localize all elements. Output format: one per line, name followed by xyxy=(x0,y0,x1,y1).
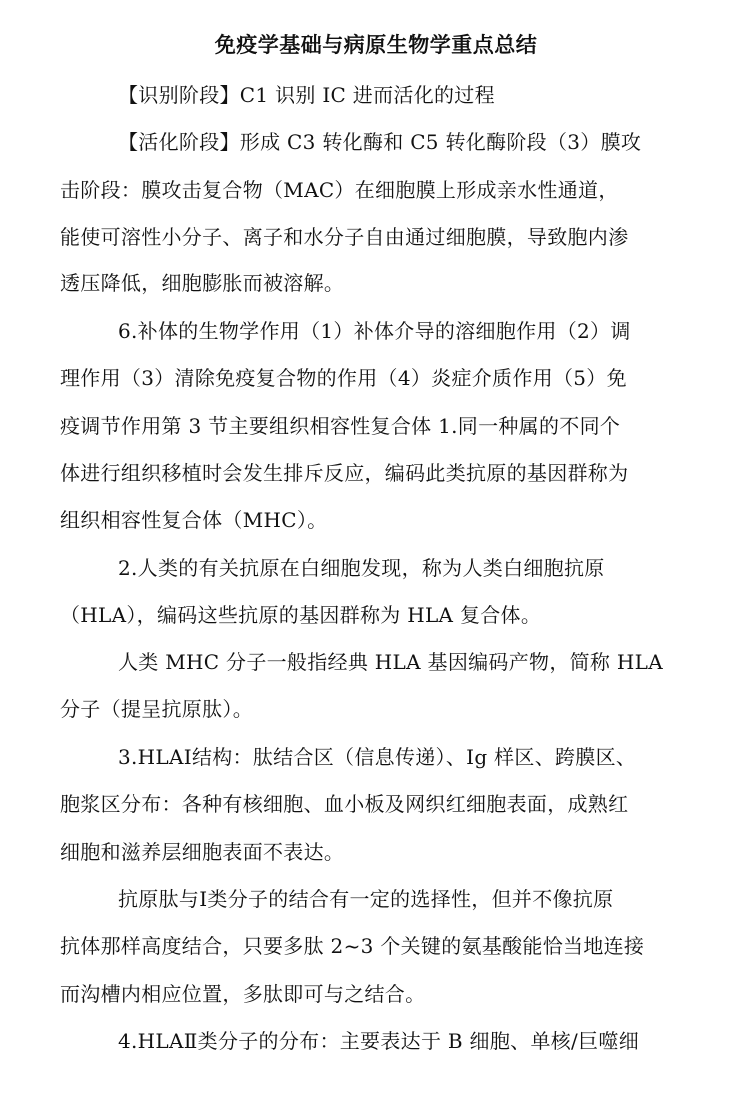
text-line: 4.HLAⅡ类分子的分布：主要表达于 B 细胞、单核/巨噬细 xyxy=(118,1029,639,1053)
text-line: 【识别阶段】C1 识别 IC 进而活化的过程 xyxy=(118,83,495,107)
text-line: 2.人类的有关抗原在白细胞发现，称为人类白细胞抗原 xyxy=(118,556,605,580)
text-line: 透压降低，细胞膨胀而被溶解。 xyxy=(60,271,345,295)
text-line: 组织相容性复合体（MHC）。 xyxy=(60,508,328,532)
text-line: 抗体那样高度结合，只要多肽 2~3 个关键的氨基酸能恰当地连接 xyxy=(60,934,645,958)
document-title: 免疫学基础与病原生物学重点总结 xyxy=(214,33,538,57)
text-line: 能使可溶性小分子、离子和水分子自由通过细胞膜，导致胞内渗 xyxy=(60,225,629,249)
text-line: 击阶段：膜攻击复合物（MAC）在细胞膜上形成亲水性通道， xyxy=(60,178,619,202)
text-line: 3.HLAⅠ结构：肽结合区（信息传递）、Ig 样区、跨膜区、 xyxy=(118,745,637,769)
text-line: 疫调节作用第 3 节主要组织相容性复合体 1.同一种属的不同个 xyxy=(60,414,621,438)
text-line: 理作用（3）清除免疫复合物的作用（4）炎症介质作用（5）免 xyxy=(60,366,627,390)
text-line: 6.补体的生物学作用（1）补体介导的溶细胞作用（2）调 xyxy=(118,319,631,343)
text-line: 细胞和滋养层细胞表面不表达。 xyxy=(60,840,345,864)
text-line: 体进行组织移植时会发生排斥反应，编码此类抗原的基因群称为 xyxy=(60,461,629,485)
text-line: （HLA），编码这些抗原的基因群称为 HLA 复合体。 xyxy=(60,603,542,627)
text-line: 人类 MHC 分子一般指经典 HLA 基因编码产物，简称 HLA xyxy=(118,650,663,674)
text-line: 【活化阶段】形成 C3 转化酶和 C5 转化酶阶段（3）膜攻 xyxy=(118,130,642,154)
text-line: 抗原肽与Ⅰ类分子的结合有一定的选择性，但并不像抗原 xyxy=(118,887,614,911)
text-line: 胞浆区分布：各种有核细胞、血小板及网织红细胞表面，成熟红 xyxy=(60,792,629,816)
text-line: 分子（提呈抗原肽）。 xyxy=(60,697,253,721)
text-line: 而沟槽内相应位置，多肽即可与之结合。 xyxy=(60,982,426,1006)
